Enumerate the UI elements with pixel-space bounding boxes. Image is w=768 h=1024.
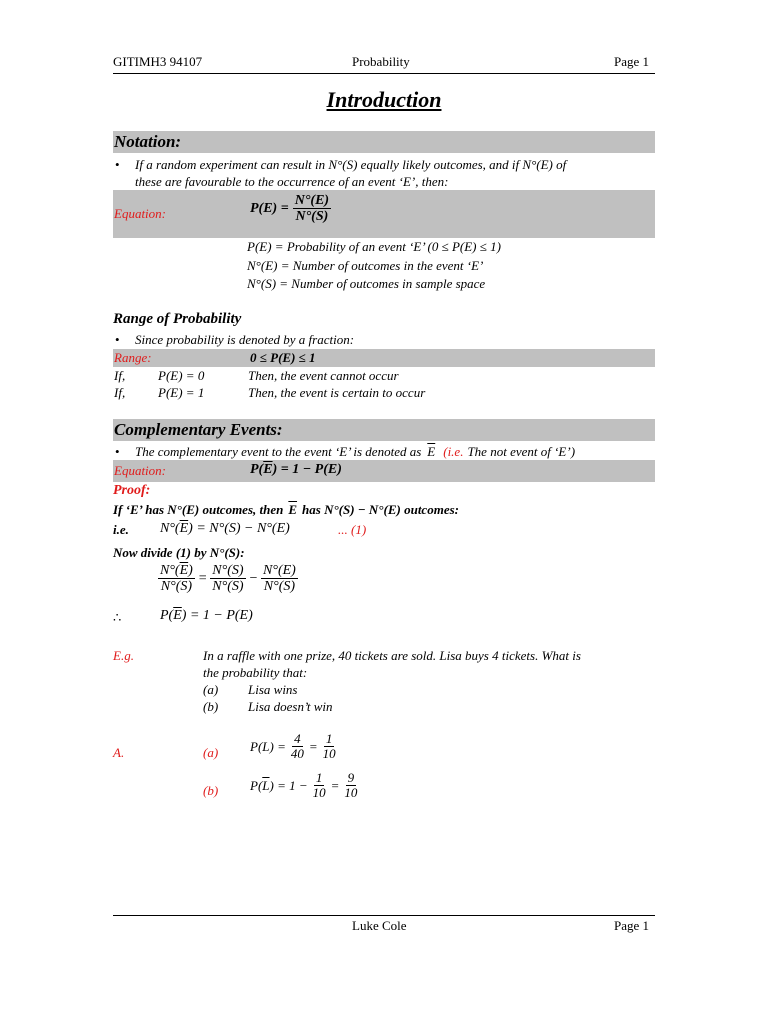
ie-label: i.e. [113,522,129,537]
complementary-equation-label: Equation: [114,463,166,478]
proof-line-pre: If ‘E’ has N°(E) outcomes, then [113,502,284,517]
therefore-symbol: ∴ [113,610,122,625]
example-a-label: (a) [203,682,219,697]
result-pre: P( [160,608,174,623]
range-label: Range: [114,350,152,365]
notation-text-line1: If a random experiment can result in N°(S) equally likely outcomes, and if N°(E) of [135,157,567,172]
if2-result: Then, the event is certain to occur [248,385,426,400]
comp-eq-rest: ) = 1 − P(E) [272,462,342,477]
equals-sign: = [308,738,318,754]
answer-a-equation [250,732,338,762]
ie-eq-e: $\overline{E}$ [179,521,189,536]
if2-label: If, [114,385,126,400]
answer-label: A. [113,745,125,760]
divided-equation [158,563,298,595]
frac-complement-num-post: ) [188,563,193,578]
header-rule [113,73,655,74]
answer-b-lhs-pre: P( [250,777,263,793]
range-heading: Range of Probability [113,311,242,327]
header-subject: Probability [352,54,410,69]
equals-sign: = [197,570,208,586]
answer-b-frac2 [342,771,359,801]
example-b-text: Lisa doesn’t win [248,699,333,714]
range-value: 0 ≤ P(E) ≤ 1 [250,350,316,365]
example-label: E.g. [113,648,134,663]
footer-rule [113,915,655,916]
frac-complement-num-e: $\overline{E}$ [179,563,189,578]
footer-author: Luke Cole [352,918,407,933]
frac-event [261,563,298,595]
answer-b-frac1-den: 10 [312,785,326,801]
equation-fraction [293,193,331,225]
comp-eq-p: P( [250,462,264,477]
answer-b-equation [250,771,359,801]
complementary-ie: (i.e. [443,444,464,459]
proof-label: Proof: [113,483,151,498]
complementary-text-pre: The complementary event to the event ‘E’ is denoted as [135,444,422,459]
header-code: GITIMH3 94107 [113,54,203,69]
footer-page: Page 1 [614,918,650,933]
equation-denominator: N°(S) [295,209,329,225]
complementary-text [135,444,575,460]
if2-condition: P(E) = 1 [158,385,205,400]
proof-line-post: has N°(S) − N°(E) outcomes: [302,502,459,517]
definition-pe: P(E) = Probability of an event ‘E’ (0 ≤ P(E) ≤ 1) [247,239,501,254]
frac-complement-num [158,563,195,579]
answer-b-frac2-num: 9 [347,770,355,785]
bullet-icon: • [115,444,120,459]
frac-event-num: N°(E) [263,563,296,578]
bullet-icon: • [115,332,120,347]
answer-b-lhs-post: ) = 1 − [269,777,308,793]
equation-numerator: N°(E) [294,193,330,208]
answer-a-frac2-num: 1 [325,731,333,746]
notation-heading-band [113,131,655,153]
answer-b-frac2-den: 10 [344,785,358,801]
complementary-text-post: The not event of ‘E’) [467,444,576,459]
answer-a-frac2-den: 10 [322,746,336,762]
notation-heading: Notation: [114,132,182,151]
example-text-line1: In a raffle with one prize, 40 tickets are sold. Lisa buys 4 tickets. What is [203,648,581,663]
ie-eq-post: ) = N°(S) − N°(E) [188,521,290,536]
range-text: Since probability is denoted by a fraction: [135,332,355,347]
answer-b-lhs-l: $\overline{L}$ [262,777,270,793]
proof-line-e: $\overline{E}$ [288,502,298,517]
divide-line: Now divide (1) by N°(S): [113,545,245,560]
probability-equation [250,193,331,225]
result-post: ) = 1 − P(E) [181,608,253,623]
answer-a-frac1-den: 40 [290,746,304,762]
proof-line [113,502,459,518]
equation-reference: ... (1) [338,522,367,537]
bullet-icon: • [115,157,120,172]
frac-sample-space [210,563,245,595]
complement-e-symbol: $\overline{E}$ [427,444,436,459]
complementary-heading: Complementary Events: [114,420,283,439]
result-e: $\overline{E}$ [173,608,182,623]
complementary-equation [250,462,342,478]
comp-eq-e: $\overline{E}$ [263,462,273,477]
if1-label: If, [114,368,126,383]
frac-complement [158,563,195,595]
example-a-text: Lisa wins [248,682,298,697]
page-title: Introduction [326,87,442,112]
ie-equation [160,521,290,537]
answer-a-lhs: P(L) = [250,738,286,754]
frac-complement-num-pre: N°( [160,563,180,578]
example-text-line2: the probability that: [203,665,308,680]
header-page: Page 1 [614,54,650,69]
answer-a-label: (a) [203,745,219,760]
frac-complement-den: N°(S) [160,579,193,595]
equation-band [113,190,655,238]
result-equation [160,608,253,624]
ie-eq-pre: N°( [160,521,180,536]
if1-condition: P(E) = 0 [158,368,205,383]
answer-b-label: (b) [203,783,219,798]
answer-a-frac1 [289,732,306,762]
equation-label: Equation: [114,206,166,221]
equation-lhs: P(E) = [250,200,289,216]
frac-event-den: N°(S) [263,579,296,595]
frac-sample-den: N°(S) [212,579,244,595]
range-band [113,349,655,367]
equals-sign: = [330,777,340,793]
definition-ns: N°(S) = Number of outcomes in sample space [247,276,486,291]
definition-ne: N°(E) = Number of outcomes in the event ‘E’ [247,258,484,273]
answer-a-frac2 [321,732,338,762]
answer-b-frac1 [311,771,328,801]
if1-result: Then, the event cannot occur [248,368,399,383]
complementary-equation-band [113,460,655,482]
example-b-label: (b) [203,699,219,714]
answer-b-frac1-num: 1 [315,770,323,785]
notation-text-line2: these are favourable to the occurrence of an event ‘E’, then: [135,174,449,189]
minus-sign: − [248,570,259,586]
frac-sample-num: N°(S) [212,563,244,578]
answer-a-frac1-num: 4 [294,731,301,746]
